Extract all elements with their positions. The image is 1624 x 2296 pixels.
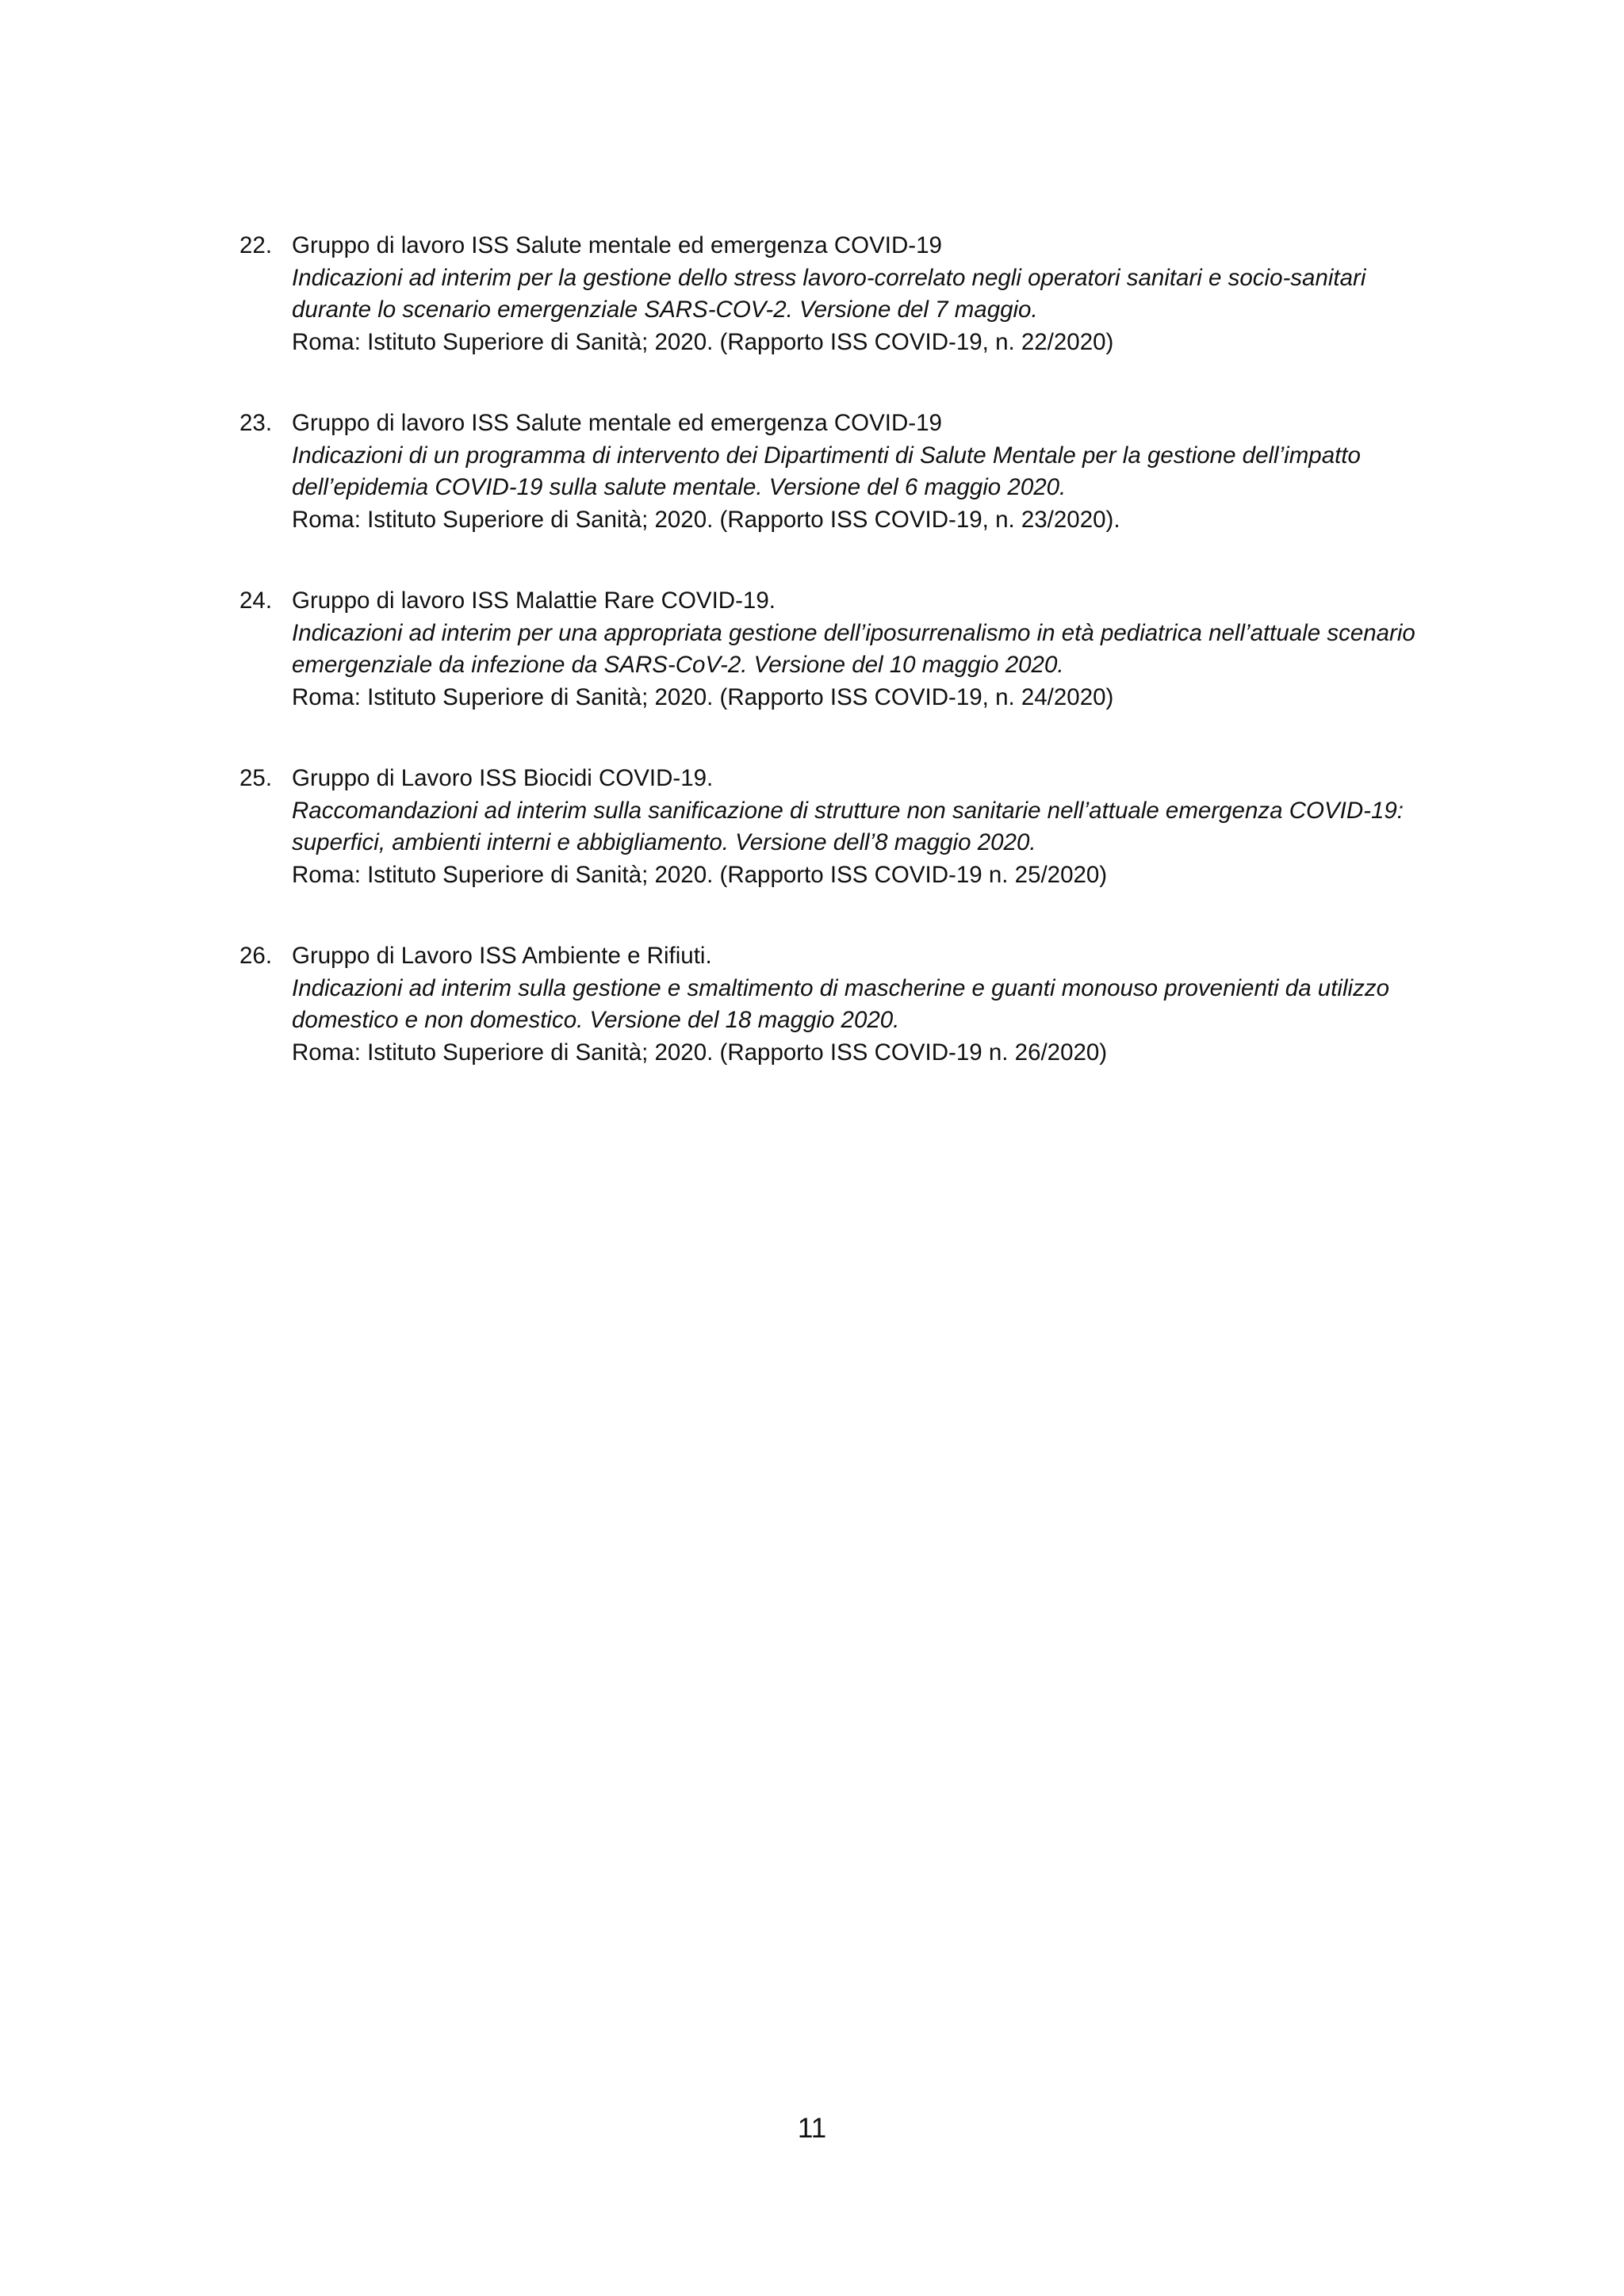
page-number: 11	[797, 2113, 827, 2144]
reference-source: Roma: Istituto Superiore di Sanità; 2020. (Rapporto ISS COVID-19, n. 24/2020)	[292, 683, 1114, 710]
reference-title: Indicazioni ad interim per una appropriata gestione dell’iposurrenalismo in età pediatrica nell’attuale scenario	[292, 619, 1415, 646]
reference-title: emergenziale da infezione da SARS-CoV-2. Versione del 10 maggio 2020.	[292, 652, 1064, 678]
reference-source: Roma: Istituto Superiore di Sanità; 2020. (Rapporto ISS COVID-19, n. 22/2020)	[292, 328, 1114, 355]
reference-number: 24.	[239, 587, 273, 614]
reference-source: Roma: Istituto Superiore di Sanità; 2020. (Rapporto ISS COVID-19 n. 25/2020)	[292, 861, 1108, 888]
reference-authors: Gruppo di Lavoro ISS Ambiente e Rifiuti.	[292, 943, 712, 969]
reference-authors: Gruppo di lavoro ISS Malattie Rare COVID-19.	[292, 587, 776, 614]
reference-item	[239, 940, 1429, 1069]
reference-item	[239, 408, 1429, 536]
reference-item	[239, 230, 1429, 358]
reference-item	[239, 585, 1429, 714]
reference-title: Raccomandazioni ad interim sulla sanificazione di strutture non sanitarie nell’attuale emergenza COVID-19:	[292, 797, 1404, 824]
reference-authors: Gruppo di lavoro ISS Salute mentale ed emergenza COVID-19	[292, 410, 942, 436]
reference-title: durante lo scenario emergenziale SARS-COV-2. Versione del 7 maggio.	[292, 297, 1038, 323]
reference-title: Indicazioni ad interim sulla gestione e smaltimento di mascherine e guanti monouso provenienti da utilizzo	[292, 974, 1389, 1001]
reference-title: Indicazioni di un programma di intervento dei Dipartimenti di Salute Mentale per la gestione dell’impatto	[292, 442, 1361, 469]
reference-title: Indicazioni ad interim per la gestione dello stress lavoro-correlato negli operatori sanitari e socio-sanitari	[292, 264, 1366, 291]
reference-list	[239, 230, 1429, 1118]
reference-number: 25.	[239, 765, 273, 791]
reference-title: superfici, ambienti interni e abbigliamento. Versione dell’8 maggio 2020.	[292, 829, 1036, 855]
reference-title: domestico e non domestico. Versione del 18 maggio 2020.	[292, 1007, 900, 1033]
reference-number: 22.	[239, 232, 273, 258]
reference-number: 23.	[239, 410, 273, 436]
reference-authors: Gruppo di Lavoro ISS Biocidi COVID-19.	[292, 765, 714, 791]
reference-number: 26.	[239, 943, 273, 969]
reference-source: Roma: Istituto Superiore di Sanità; 2020. (Rapporto ISS COVID-19 n. 26/2020)	[292, 1039, 1108, 1066]
reference-authors: Gruppo di lavoro ISS Salute mentale ed emergenza COVID-19	[292, 232, 942, 258]
reference-item	[239, 763, 1429, 891]
reference-source: Roma: Istituto Superiore di Sanità; 2020. (Rapporto ISS COVID-19, n. 23/2020).	[292, 506, 1120, 533]
reference-title: dell’epidemia COVID-19 sulla salute mentale. Versione del 6 maggio 2020.	[292, 474, 1067, 500]
